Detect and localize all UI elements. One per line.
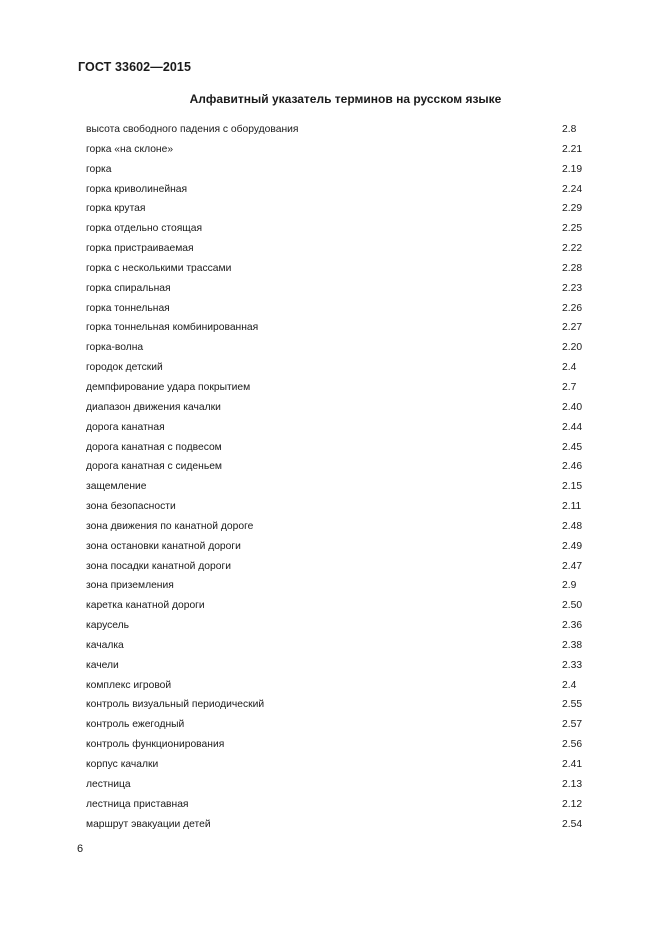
index-entry — [86, 775, 596, 795]
index-term-reference: 2.4 — [562, 679, 577, 691]
index-entry — [86, 160, 596, 180]
index-term-reference: 2.4 — [562, 362, 577, 374]
index-term: качели — [86, 659, 119, 671]
index-entry — [86, 378, 596, 398]
index-term: горка крутая — [86, 203, 146, 215]
index-term: горка тоннельная — [86, 302, 170, 314]
index-entry — [86, 755, 596, 775]
index-term-reference: 2.27 — [562, 322, 583, 334]
index-term: демпфирование удара покрытием — [86, 381, 251, 393]
index-entry — [86, 457, 596, 477]
index-entry — [86, 517, 596, 537]
index-entry — [86, 140, 596, 160]
index-term: карусель — [86, 620, 130, 632]
index-term: зона безопасности — [86, 501, 176, 513]
index-term-reference: 2.23 — [562, 282, 583, 294]
index-entry — [86, 418, 596, 438]
index-term: маршрут эвакуации детей — [86, 818, 211, 830]
index-term-reference: 2.40 — [562, 401, 583, 413]
index-entry — [86, 735, 596, 755]
index-term-reference: 2.46 — [562, 461, 583, 473]
index-entry — [86, 299, 596, 319]
index-term-reference: 2.20 — [562, 342, 583, 354]
index-term-reference: 2.9 — [562, 580, 577, 592]
index-term-reference: 2.45 — [562, 441, 583, 453]
index-term: контроль ежегодный — [86, 719, 185, 731]
index-term: зона остановки канатной дороги — [86, 540, 241, 552]
index-term: горка с несколькими трассами — [86, 262, 232, 274]
index-term-reference: 2.47 — [562, 560, 583, 572]
index-entry — [86, 120, 596, 140]
index-term: городок детский — [86, 362, 163, 374]
index-entry — [86, 815, 596, 835]
index-term-reference: 2.11 — [562, 501, 582, 513]
index-entry — [86, 715, 596, 735]
index-term-reference: 2.28 — [562, 262, 583, 274]
index-term-reference: 2.24 — [562, 183, 583, 195]
index-term-reference: 2.29 — [562, 203, 583, 215]
index-entry — [86, 180, 596, 200]
index-entry — [86, 398, 596, 418]
index-term: зона приземления — [86, 580, 174, 592]
index-term-reference: 2.8 — [562, 124, 577, 135]
index-term: контроль визуальный периодический — [86, 699, 265, 711]
index-term: лестница приставная — [86, 798, 189, 810]
index-entry — [86, 795, 596, 815]
index-term-reference: 2.26 — [562, 302, 583, 314]
index-term: диапазон движения качалки — [86, 401, 221, 413]
index-term-reference: 2.12 — [562, 798, 583, 810]
index-entry — [86, 318, 596, 338]
index-term-reference: 2.55 — [562, 699, 583, 711]
index-entry — [86, 497, 596, 517]
index-term: горка спиральная — [86, 282, 171, 294]
index-title: Алфавитный указатель терминов на русском языке — [189, 92, 502, 106]
index-term-reference: 2.56 — [562, 739, 583, 751]
index-term: горка пристраиваемая — [86, 243, 194, 255]
index-term: горка «на склоне» — [86, 143, 174, 155]
index-entry — [86, 438, 596, 458]
index-term: защемление — [86, 481, 147, 493]
index-term-reference: 2.57 — [562, 719, 583, 731]
index-entry — [86, 199, 596, 219]
index-entry — [86, 477, 596, 497]
index-term: высота свободного падения с оборудования — [86, 124, 299, 135]
index-entry — [86, 695, 596, 715]
index-term: горка отдельно стоящая — [86, 223, 203, 235]
index-term-reference: 2.41 — [562, 759, 583, 770]
index-entry — [86, 576, 596, 596]
index-entry — [86, 338, 596, 358]
index-entry — [86, 557, 596, 577]
index-term-reference: 2.7 — [562, 381, 577, 393]
index-term: дорога канатная с сиденьем — [86, 461, 223, 473]
index-term-reference: 2.44 — [562, 421, 583, 433]
index-entry — [86, 279, 596, 299]
index-entry — [86, 676, 596, 696]
index-entry — [86, 219, 596, 239]
index-term-reference: 2.15 — [562, 481, 583, 493]
index-term-reference: 2.19 — [562, 163, 583, 175]
index-term: зона посадки канатной дороги — [86, 560, 231, 572]
index-term-reference: 2.50 — [562, 600, 583, 612]
index-term-reference: 2.22 — [562, 243, 583, 255]
index-term-reference: 2.49 — [562, 540, 583, 552]
index-entry — [86, 596, 596, 616]
index-term: горка-волна — [86, 342, 144, 354]
index-term: каретка канатной дороги — [86, 600, 205, 612]
index-term: горка — [86, 163, 112, 175]
index-entry — [86, 358, 596, 378]
index-term-reference: 2.13 — [562, 778, 583, 790]
index-term: качалка — [86, 639, 124, 651]
term-index-list — [86, 120, 596, 834]
index-term-reference: 2.48 — [562, 520, 583, 532]
index-term-reference: 2.21 — [562, 143, 583, 155]
index-term-reference: 2.33 — [562, 659, 583, 671]
index-entry — [86, 656, 596, 676]
index-term-reference: 2.54 — [562, 818, 583, 830]
index-entry — [86, 259, 596, 279]
index-term: горка криволинейная — [86, 183, 188, 195]
index-entry — [86, 239, 596, 259]
index-term: корпус качалки — [86, 759, 159, 770]
index-term-reference: 2.38 — [562, 639, 583, 651]
index-entry — [86, 537, 596, 557]
index-term-reference: 2.36 — [562, 620, 583, 632]
page-number: 6 — [77, 843, 84, 855]
index-term: дорога канатная — [86, 421, 165, 433]
index-entry — [86, 636, 596, 656]
index-term: комплекс игровой — [86, 679, 172, 691]
index-term-reference: 2.25 — [562, 223, 583, 235]
document-code: ГОСТ 33602—2015 — [78, 60, 192, 74]
index-term: лестница — [86, 778, 131, 790]
index-entry — [86, 616, 596, 636]
index-term: зона движения по канатной дороге — [86, 520, 254, 532]
index-term: горка тоннельная комбинированная — [86, 322, 259, 334]
index-term: контроль функционирования — [86, 739, 225, 751]
index-term: дорога канатная с подвесом — [86, 441, 222, 453]
